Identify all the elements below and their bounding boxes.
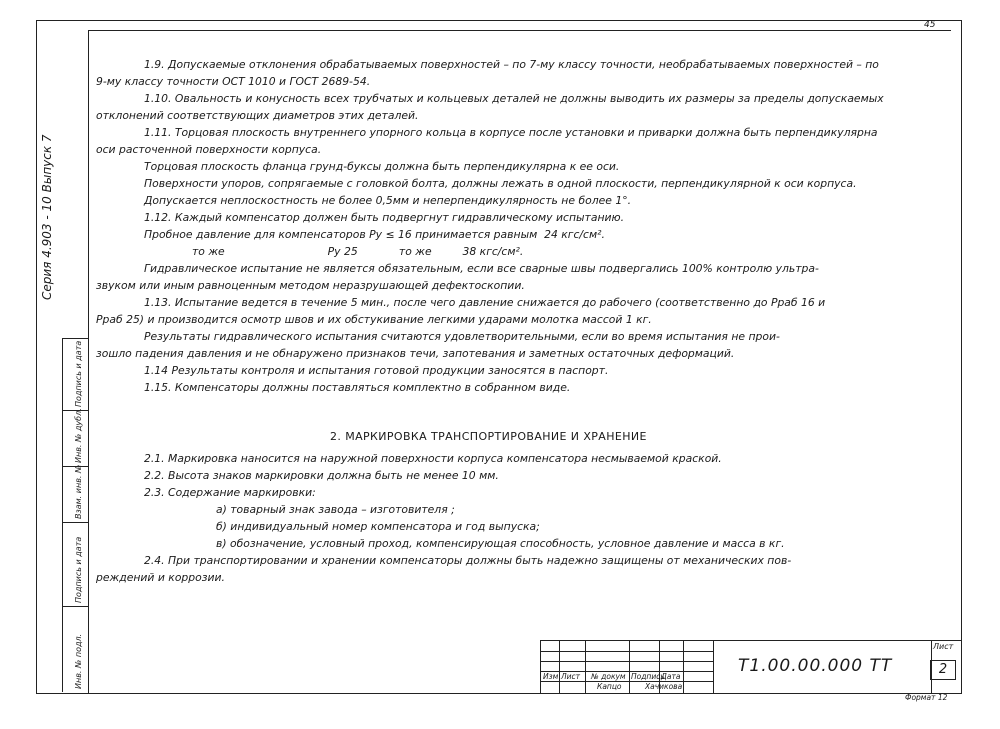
paragraph: Торцовая плоскость фланца грунд-буксы должна быть перпендикулярна к ее оси. <box>144 160 620 173</box>
tb-name: Хачикова <box>645 682 683 691</box>
paragraph: 2.3. Содержание маркировки: <box>144 486 316 499</box>
paragraph: 1.15. Компенсаторы должны поставляться комплектно в собранном виде. <box>144 381 571 394</box>
paragraph: Результаты гидравлического испытания считаются удовлетворительными, если во время испытания не прои- <box>144 330 780 343</box>
section-title: 2. МАРКИРОВКА ТРАНСПОРТИРОВАНИЕ И ХРАНЕНИЕ <box>330 430 647 443</box>
stamp-cell: Взам. инв. № <box>63 466 89 523</box>
stamp-cell: Инв. № подл. <box>63 606 89 693</box>
paragraph: 2.4. При транспортировании и хранении компенсаторы должны быть надежно защищены от механических пов- <box>144 554 792 567</box>
tb-label-izm: Изм <box>543 672 559 681</box>
paragraph: 1.10. Овальность и конусность всех трубчатых и кольцевых деталей не должны выводить их размеры за пределы допускаемых <box>144 92 884 105</box>
tb-name: Капцо <box>597 682 622 691</box>
paragraph: Поверхности упоров, сопрягаемые с головкой болта, должны лежать в одной плоскости, перпендикулярной к оси корпуса. <box>144 177 857 190</box>
tb-label-doc: № докум <box>591 672 626 681</box>
tb-label-date: Дата <box>661 672 681 681</box>
section-2-text <box>96 450 946 586</box>
section-1-text <box>96 56 946 396</box>
series-label: Серия 4.903 - 10 Выпуск 7 <box>40 134 54 300</box>
paragraph: 1.12. Каждый компенсатор должен быть подвергнут гидравлическому испытанию. <box>144 211 625 224</box>
list-item: а) товарный знак завода – изготовителя ; <box>216 503 455 516</box>
paragraph: 2.1. Маркировка наносится на наружной поверхности корпуса компенсатора несмываемой краской. <box>144 452 722 465</box>
paragraph: 1.13. Испытание ведется в течение 5 мин., после чего давление снижается до рабочего (соответственно до Рраб 16 и <box>144 296 826 309</box>
paragraph: 9-му классу точности ОСТ 1010 и ГОСТ 2689-54. <box>96 75 371 88</box>
paragraph: звуком или иным равноценным методом неразрушающей дефектоскопии. <box>96 279 525 292</box>
paragraph: отклонений соответствующих диаметров этих деталей. <box>96 109 419 122</box>
paragraph: то же Ру 25 то же 38 кгс/см². <box>192 245 524 258</box>
sheet-label: Лист <box>933 642 954 651</box>
document-code: Т1.00.00.000 ТТ <box>738 656 893 676</box>
paragraph: зошло падения давления и не обнаружено признаков течи, запотевания и заметных остаточных деформаций. <box>96 347 735 360</box>
paragraph: Гидравлическое испытание не является обязательным, если все сварные швы подвергались 100% контролю ультра- <box>144 262 819 275</box>
list-item: б) индивидуальный номер компенсатора и год выпуска; <box>216 520 540 533</box>
paragraph: 1.11. Торцовая плоскость внутреннего упорного кольца в корпусе после установки и приварки должна быть перпендикулярна <box>144 126 878 139</box>
stamp-column <box>62 338 89 692</box>
paragraph: реждений и коррозии. <box>96 571 225 584</box>
stamp-cell: Подпись и дата <box>63 338 89 411</box>
stamp-cell: Инв. № дубл. <box>63 410 89 467</box>
paragraph: 1.9. Допускаемые отклонения обрабатываемых поверхностей – по 7-му классу точности, необрабатываемых поверхностей – по <box>144 58 879 71</box>
paragraph: Допускается неплоскостность не более 0,5мм и неперпендикулярность не более 1°. <box>144 194 632 207</box>
list-item: в) обозначение, условный проход, компенсирующая способность, условное давление и масса в кг. <box>216 537 785 550</box>
paragraph: Рраб 25) и производится осмотр швов и их обстукивание легкими ударами молотка массой 1 кг. <box>96 313 652 326</box>
paragraph: Пробное давление для компенсаторов Ру ≤ 16 принимается равным 24 кгс/см². <box>144 228 605 241</box>
paragraph: 2.2. Высота знаков маркировки должна быть не менее 10 мм. <box>144 469 499 482</box>
stamp-cell: Подпись и дата <box>63 522 89 607</box>
paragraph: 1.14 Результаты контроля и испытания готовой продукции заносятся в паспорт. <box>144 364 609 377</box>
tb-label-sign: Подпись <box>631 672 665 681</box>
tb-label-list: Лист <box>561 672 581 681</box>
page-number: 45 <box>924 20 936 30</box>
paragraph: оси расточенной поверхности корпуса. <box>96 143 322 156</box>
sheet-number: 2 <box>930 660 956 680</box>
format-note: Формат 12 <box>905 693 948 702</box>
